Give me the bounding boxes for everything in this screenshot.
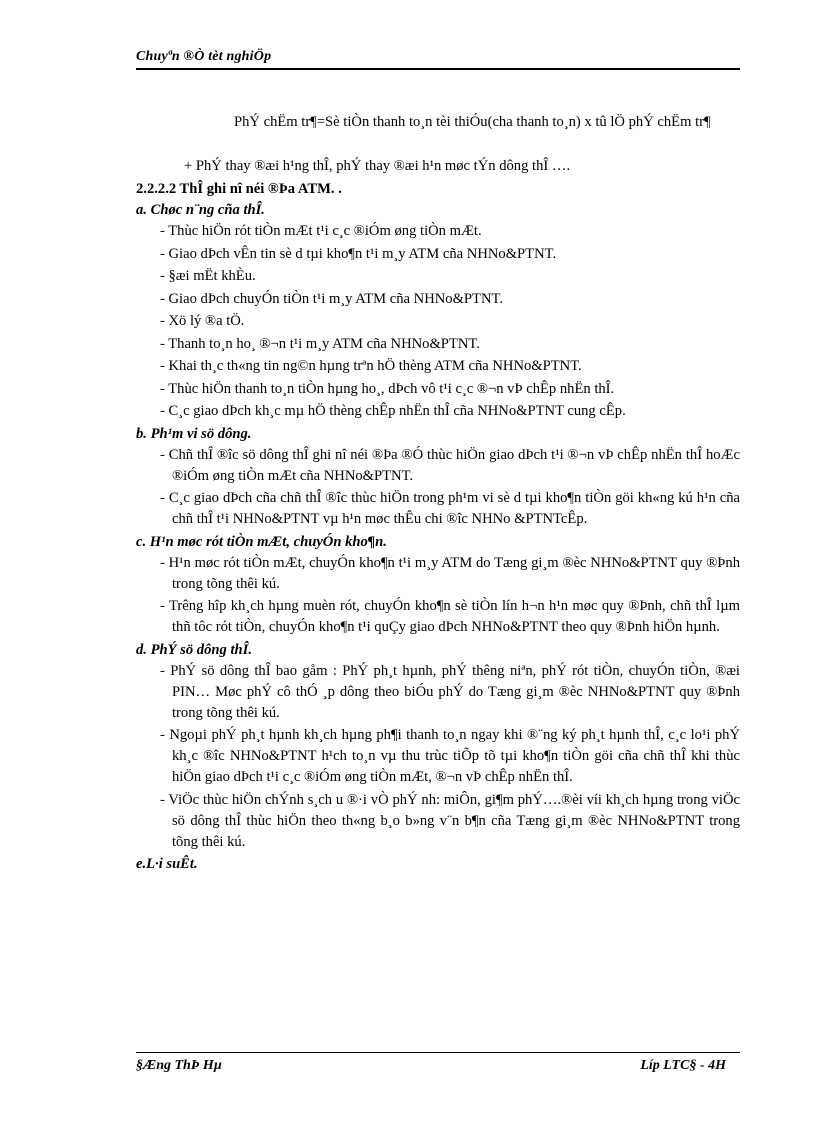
list-item: - Thùc hiÖn thanh to¸n tiÒn hµng ho¸, dÞch vô t¹i c¸c ®¬n vÞ chÊp nhËn thÎ. [160, 380, 615, 397]
subsection-title-e: e.L·i suÊt. [136, 856, 198, 872]
subsection-title-a: a. Chøc n¨ng cña thÎ. [136, 202, 265, 218]
list-item: - Giao dÞch vÊn tin sè d tµi kho¶n t¹i m¸y ATM cña NHNo&PTNT. [160, 245, 557, 262]
list-item: - PhÝ sö dông thÎ bao gåm : PhÝ ph¸t hµnh, phÝ thêng niªn, phÝ rót tiÒn, chuyÓn tiÒn, ®æi PIN… Møc phÝ cô thÓ ¸p dông theo biÓu phÝ do Tæng gi¸m ®èc NHNo&PTNT quy ®Þnh trong tõng thêi kú. [160, 662, 740, 721]
list-item: - C¸c giao dÞch kh¸c mµ hÖ thèng chÊp nhËn thÎ cña NHNo&PTNT cung cÊp. [160, 403, 626, 419]
list-d [136, 661, 740, 853]
footer-rule [136, 1052, 740, 1053]
list-item: - H¹n møc rót tiÒn mÆt, chuyÓn kho¶n t¹i m¸y ATM do Tæng gi¸m ®èc NHNo&PTNT quy ®Þnh trong tõng thêi kú. [160, 554, 740, 592]
subsection-title-c: c. H¹n møc rót tiÒn mÆt, chuyÓn kho¶n. [136, 533, 387, 550]
list-item: - Thanh to¸n ho¸ ®¬n t¹i m¸y ATM cña NHNo&PTNT. [160, 335, 480, 352]
plus-line: + PhÝ thay ®æi h¹ng thÎ, phÝ thay ®æi h¹n møc tÝn dông thÎ …. [184, 158, 571, 174]
list-item: - Trêng hîp kh¸ch hµng muèn rót, chuyÓn kho¶n sè tiÒn lín h¬n h¹n møc quy ®Þnh, chñ thÎ lµm thñ tôc rót tiÒn, chuyÓn kho¶n t¹i quÇy giao dÞch NHNo&PTNT theo quy ®Þnh hiÖn hµnh. [160, 598, 740, 635]
subsection-title-b: b. Ph¹m vi sö dông. [136, 425, 252, 442]
list-item: - Thùc hiÖn rót tiÒn mÆt t¹i c¸c ®iÓm øng tiÒn mÆt. [160, 223, 482, 239]
footer-class: Líp LTC§ - 4H [640, 1058, 726, 1073]
list-item: - Xö lý ®a tÖ. [160, 313, 245, 329]
section-title: 2.2.2.2 ThÎ ghi nî néi ®Þa ATM. . [136, 181, 342, 197]
list-item: - Giao dÞch chuyÓn tiÒn t¹i m¸y ATM cña NHNo&PTNT. [160, 290, 503, 307]
header-rule [136, 68, 740, 70]
list-c [136, 553, 740, 639]
late-fee-paragraph: PhÝ chËm tr¶=Sè tiÒn thanh to¸n tèi thiÓu(cha thanh to¸n) x tû lÖ phÝ chËm tr¶ [234, 114, 711, 130]
list-item: - Khai th¸c th«ng tin ng©n hµng trªn hÖ thèng ATM cña NHNo&PTNT. [160, 358, 582, 374]
list-item: - Ngoµi phÝ ph¸t hµnh kh¸ch hµng ph¶i thanh to¸n ngay khi ®¨ng ký ph¸t hµnh thÎ, c¸c lo¹i phÝ kh¸c ®îc NHNo&PTNT h¹ch to¸n vµ thu trùc tiÕp tõ tµi kho¶n tiÒn göi cña chñ thÎ khi thùc hiÖn giao dÞch t¹i c¸c ®iÓm øng tiÒn mÆt, ®¬n vÞ chÊp nhËn thÎ. [160, 727, 740, 785]
footer-author: §Æng ThÞ Hµ [136, 1058, 222, 1073]
subsection-title-d: d. PhÝ sö dông thÎ. [136, 641, 252, 658]
list-b [136, 445, 740, 531]
list-item: - C¸c giao dÞch cña chñ thÎ ®îc thùc hiÖn trong ph¹m vi sè d tµi kho¶n tiÒn göi kh«ng kú h¹n cña chñ thÎ t¹i NHNo&PTNT vµ h¹n møc thÊu chi ®îc NHNo &PTNTcÊp. [160, 490, 740, 527]
document-body [136, 112, 740, 875]
list-item: - Chñ thÎ ®îc sö dông thÎ ghi nî néi ®Þa ®Ó thùc hiÖn giao dÞch t¹i ®¬n vÞ chÊp nhËn thÎ hoÆc ®iÓm øng tiÒn mÆt cña NHNo&PTNT. [160, 446, 740, 484]
page-footer [136, 1058, 726, 1074]
list-item: - §æi mËt khÈu. [160, 268, 256, 284]
page-header: Chuyªn ®Ò tèt nghiÖp [136, 49, 272, 64]
list-item: - ViÖc thùc hiÖn chÝnh s¸ch u ®·i vÒ phÝ nh: miÔn, gi¶m phÝ….®èi víi kh¸ch hµng trong viÖc sö dông thÎ thùc hiÖn theo th«ng b¸o b»ng v¨n b¶n cña Tæng gi¸m ®èc NHNo&PTNT trong tõng thêi kú. [160, 791, 740, 850]
list-a [136, 221, 740, 422]
